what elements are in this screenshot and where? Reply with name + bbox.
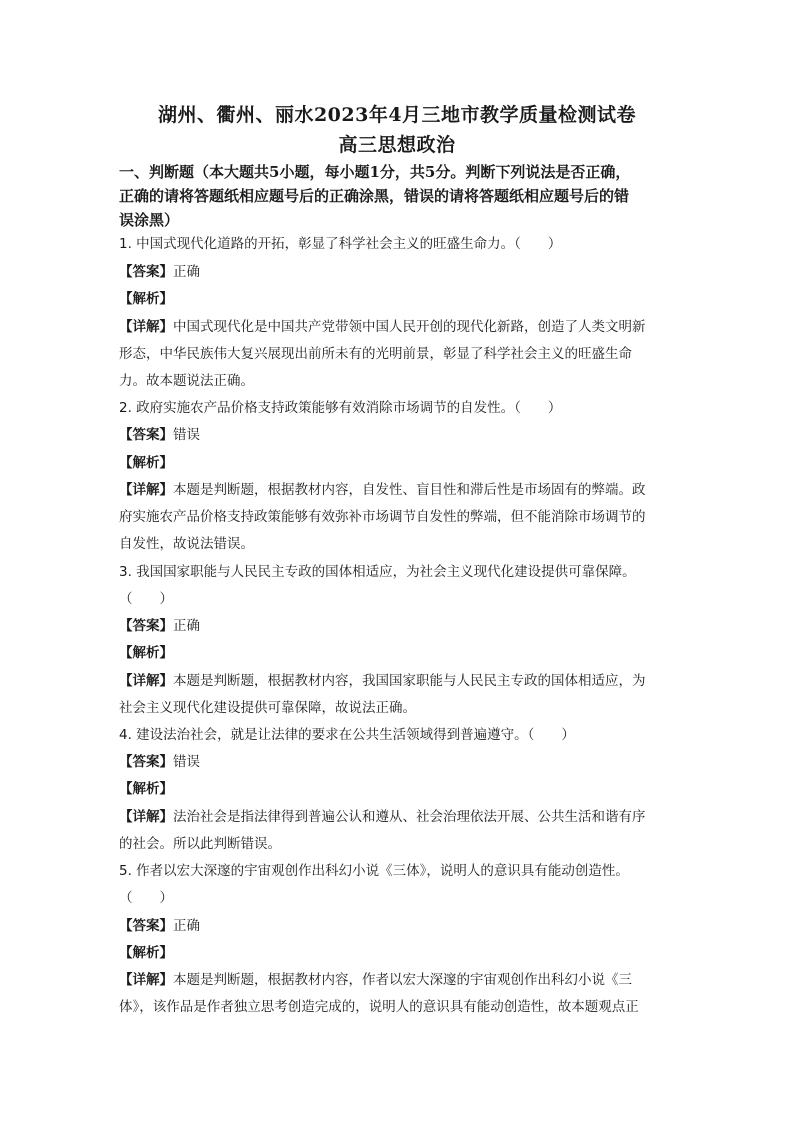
detail-text: 中国式现代化是中国共产党带领中国人民开创的现代化新路，创造了人类文明新 <box>173 319 646 335</box>
analysis-label: 【解析】 <box>119 781 173 797</box>
section-heading-line: 正确的请将答题纸相应题号后的正确涂黑，错误的请将答题纸相应题号后的错 <box>119 187 630 205</box>
answer-label: 【答案】 <box>119 918 173 934</box>
question-2-answer <box>119 426 200 444</box>
detail-text: 本题是判断题，根据教材内容，我国国家职能与人民民主专政的国体相适应，为 <box>173 673 646 689</box>
question-4-answer <box>119 753 200 771</box>
detail-label: 【详解】 <box>119 482 173 498</box>
answer-value: 正确 <box>173 618 200 634</box>
question-2-detail <box>119 481 646 499</box>
question-5-detail <box>119 971 632 989</box>
question-4-stem: 4. 建设法治社会，就是让法律的要求在公共生活领域得到普遍遵守。（ ） <box>119 727 575 743</box>
detail-text: 本题是判断题，根据教材内容，作者以宏大深邃的宇宙观创作出科幻小说《三 <box>173 972 632 988</box>
detail-text: 本题是判断题，根据教材内容，自发性、盲目性和滞后性是市场固有的弊端。政 <box>173 482 646 498</box>
answer-label: 【答案】 <box>119 427 173 443</box>
question-1-detail <box>119 318 646 336</box>
detail-text: 府实施农产品价格支持政策能够有效弥补市场调节自发性的弊端，但不能消除市场调节的 <box>119 509 646 525</box>
question-3-detail <box>119 672 646 690</box>
analysis-label: 【解析】 <box>119 945 173 961</box>
answer-value: 错误 <box>173 427 200 443</box>
exam-title: 湖州、衢州、丽水2023年4月三地市教学质量检测试卷 <box>157 104 637 126</box>
question-3-answer <box>119 617 200 635</box>
question-4-detail <box>119 808 646 826</box>
question-1-answer <box>119 263 200 281</box>
answer-value: 正确 <box>173 264 200 280</box>
analysis-label: 【解析】 <box>119 291 173 307</box>
analysis-label: 【解析】 <box>119 455 173 471</box>
detail-label: 【详解】 <box>119 319 173 335</box>
question-5-answer <box>119 917 200 935</box>
question-3-stem-continued: （ ） <box>119 591 173 607</box>
question-1-stem: 1. 中国式现代化道路的开拓，彰显了科学社会主义的旺盛生命力。（ ） <box>119 236 562 252</box>
answer-value: 正确 <box>173 918 200 934</box>
detail-text: 法治社会是指法律得到普遍公认和遵从、社会治理依法开展、公共生活和谐有序 <box>173 809 646 825</box>
question-3-stem: 3. 我国国家职能与人民民主专政的国体相适应，为社会主义现代化建设提供可靠保障。 <box>119 564 636 580</box>
detail-text: 社会主义现代化建设提供可靠保障，故说法正确。 <box>119 700 416 716</box>
answer-label: 【答案】 <box>119 618 173 634</box>
answer-label: 【答案】 <box>119 754 173 770</box>
question-5-stem-continued: （ ） <box>119 890 173 906</box>
detail-label: 【详解】 <box>119 673 173 689</box>
question-2-stem: 2. 政府实施农产品价格支持政策能够有效消除市场调节的自发性。（ ） <box>119 400 562 416</box>
detail-text: 力。故本题说法正确。 <box>119 373 254 389</box>
section-heading-line: 误涂黑） <box>119 211 180 229</box>
detail-label: 【详解】 <box>119 972 173 988</box>
analysis-label: 【解析】 <box>119 645 173 661</box>
answer-value: 错误 <box>173 754 200 770</box>
detail-label: 【详解】 <box>119 809 173 825</box>
section-heading <box>119 160 679 232</box>
answer-label: 【答案】 <box>119 264 173 280</box>
question-5-stem: 5. 作者以宏大深邃的宇宙观创作出科幻小说《三体》，说明人的意识具有能动创造性。 <box>119 863 629 879</box>
detail-text: 体》，该作品是作者独立思考创造完成的，说明人的意识具有能动创造性，故本题观点正 <box>119 999 639 1015</box>
detail-text: 自发性，故说法错误。 <box>119 536 254 552</box>
exam-subtitle: 高三思想政治 <box>338 134 456 156</box>
detail-text: 形态，中华民族伟大复兴展现出前所未有的光明前景，彰显了科学社会主义的旺盛生命 <box>119 346 632 362</box>
section-heading-line: 一、判断题（本大题共5小题，每小题1分，共5分。判断下列说法是否正确， <box>119 163 631 181</box>
detail-text: 的社会。所以此判断错误。 <box>119 836 281 852</box>
